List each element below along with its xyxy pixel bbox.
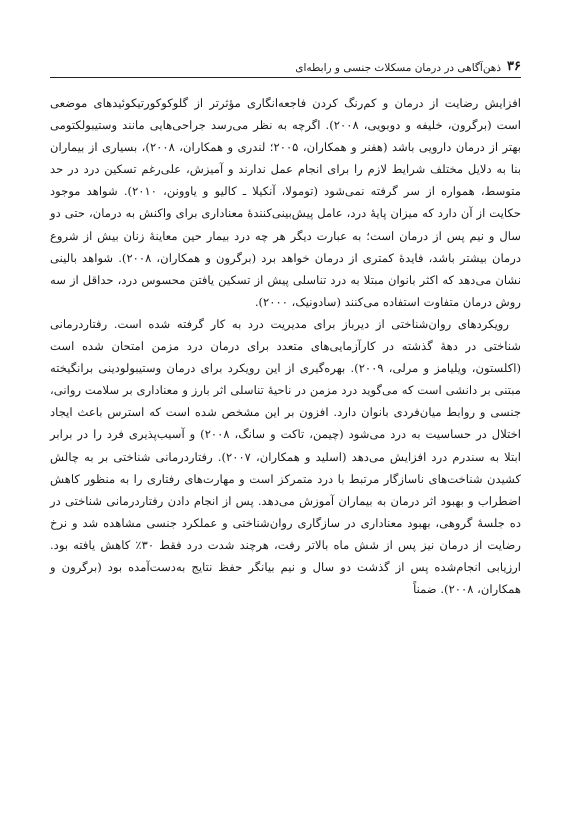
page-number: ۳۶ — [507, 59, 521, 74]
paragraph: افزایش رضایت از درمان و کم‌رنگ کردن فاجعه‌انگاری مؤثرتر از گلوکوکورتیکوئیدهای موضعی است (برگرون، خلیفه و دوبویی، ۲۰۰۸). اگرچه به نظر می‌رسد جراحی‌هایی مانند وستیبولکتومی بهتر از درمان دارویی باشد (هفنر و همکاران، ۲۰۰۵؛ لندری و همکاران، ۲۰۰۸)، بسیاری از بیماران بنا به دلایل مختلف شرایط لازم را برای انجام عمل ندارند و آمیزش، علی‌رغم تسکین درد در حد متوسط، همواره از سر گرفته نمی‌شود (تومولا، آنکیلا ـ کالیو و یاوونن، ۲۰۱۰). شواهد موجود حکایت از آن دارد که میزان پایهٔ درد، عامل پیش‌بینی‌کنندهٔ معناداری برای واکنش به درمان، حتی دو سال و نیم پس از درمان است؛ به عبارت دیگر هر چه درد بیمار حین معاینهٔ زنان بیش از شروع درمان بیشتر باشد، فایدهٔ کمتری از درمان خواهد برد (برگرون و همکاران، ۲۰۰۸). شواهد بالینی نشان می‌دهد که اکثر بانوان مبتلا به درد تناسلی پیش از تسکین یافتن محسوس درد، حداقل از سه روش درمان متفاوت استفاده می‌کنند (سادونیک، ۲۰۰۰). — [50, 96, 521, 309]
paragraph: رویکردهای روان‌شناختی از دیرباز برای مدیریت درد به کار گرفته شده است. رفتاردرمانی شناختی در دهۀ گذشته در کارآزمایی‌های متعدد برای درمان درد مزمن امتحان شده است (اکلستون، ویلیامز و مرلی، ۲۰۰۹). بهره‌گیری از این رویکرد برای درمان وستیبولودینی برانگیخته مبتنی بر دانشی است که می‌گوید درد مزمن در ناحیۀ تناسلی اثر بارز و معناداری بر سلامت روانی، جنسی و روابط میان‌فردی بانوان دارد. افزون بر این مشخص شده است که استرس باعث ایجاد اختلال در حساسیت به درد می‌شود (چیمن، تاکت و سانگ، ۲۰۰۸) و آسیب‌پذیری فرد را در برابر ابتلا به سندرم درد افزایش می‌دهد (اسلید و همکاران، ۲۰۰۷). رفتاردرمانی شناختی بر به چالش کشیدن شناخت‌های ناسازگار مرتبط با درد متمرکز است و مهارت‌های رفتاری را به منظور کاهش اضطراب و بهبود اثر درمان به بیماران آموزش می‌دهد. پس از انجام دادن رفتاردرمانی شناختی در ده جلسهٔ گروهی، بهبود معناداری در سازگاری روان‌شناختی و عملکرد جنسی مشاهده شد و نرخ رضایت از درمان نیز پس از شش ماه بالاتر رفت، هرچند شدت درد فقط ۳۰٪ کاهش یافته بود. ارزیابی انجام‌شده پس از گذشت دو سال و نیم بیانگر حفظ نتایج به‌دست‌آمده بود (برگرون و همکاران، ۲۰۰۸). ضمناً — [50, 316, 522, 597]
body-text — [50, 92, 521, 600]
running-title: ذهن‌آگاهی در درمان مسکلات جنسی و رابطه‌ای — [295, 62, 502, 74]
running-header — [50, 52, 521, 78]
